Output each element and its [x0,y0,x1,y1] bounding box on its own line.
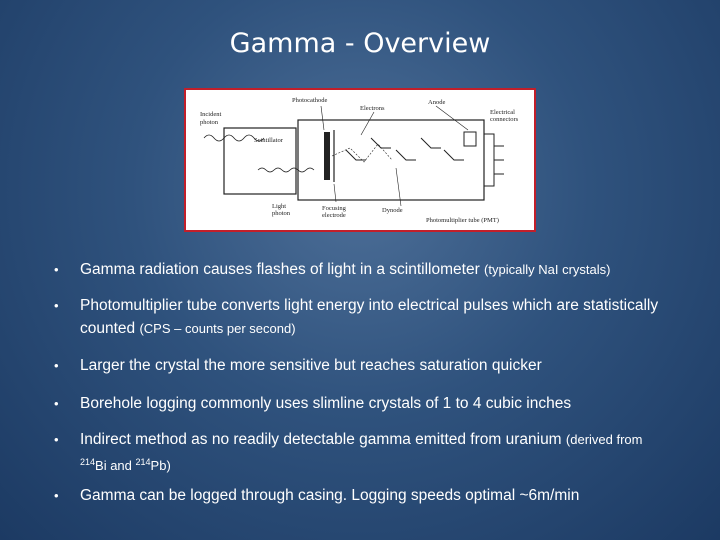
label-dynode: Dynode [382,207,403,214]
label-focusing-electrode-1: Focusing [322,205,346,212]
bullet-glyph: • [54,488,59,503]
bullet-glyph: • [54,358,59,373]
label-anode: Anode [428,99,446,106]
bullet-text: Borehole logging commonly uses slimline crystals of 1 to 4 cubic inches [80,395,572,412]
label-incident-photon-2: photon [200,119,219,126]
bullet-text: Gamma can be logged through casing. Logging speeds optimal ~6m/min [80,487,580,504]
label-focusing-electrode-2: electrode [322,212,346,219]
bullet-glyph: • [54,396,59,411]
label-light-photon-2: photon [272,210,291,217]
bullet-text: Indirect method as no readily detectable gamma emitted from uranium (derived from $^{214}$Bi and $^{214}$Pb) [80,431,643,473]
label-scintillator: Scintillator [254,137,283,144]
bullet-glyph: • [54,298,59,313]
label-electrical-connectors-1: Electrical [490,109,515,116]
slide-title: Gamma - Overview [229,28,491,59]
label-light-photon-1: Light [272,203,287,210]
bullet-glyph: • [54,262,59,277]
label-incident-photon-1: Incident [200,111,222,118]
label-pmt: Photomultiplier tube (PMT) [426,217,499,224]
label-photocathode: Photocathode [292,97,328,104]
bullet-text: Larger the crystal the more sensitive but reaches saturation quicker [80,357,542,374]
label-electrons: Electrons [360,105,385,112]
bullet-text: Gamma radiation causes flashes of light in a scintillometer (typically NaI crystals) [80,261,611,278]
bullet-glyph: • [54,432,59,447]
bullet-text: Photomultiplier tube converts light energy into electrical pulses which are statistically counted (CPS – counts per second) [80,297,659,337]
label-electrical-connectors-2: connectors [490,116,519,123]
